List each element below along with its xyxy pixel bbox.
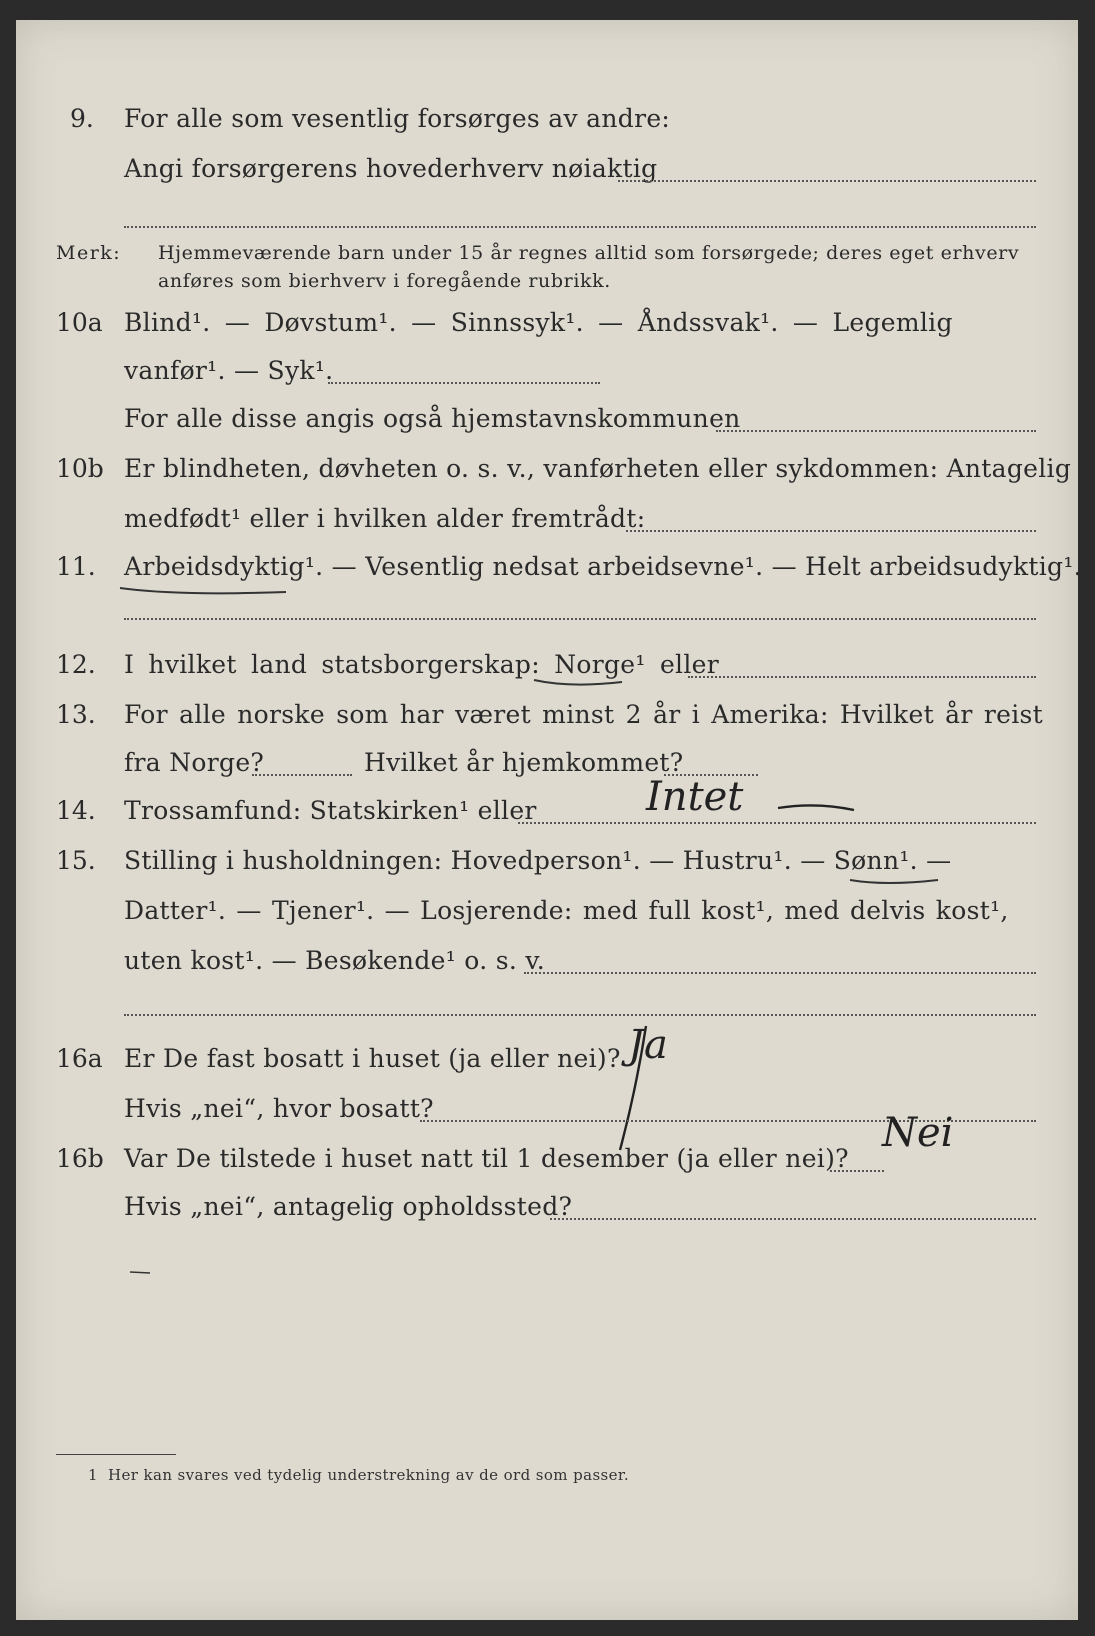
q10a-answer-line[interactable] <box>328 382 600 384</box>
q16b-line2: Hvis „nei“, antagelig opholdssted? <box>124 1192 573 1221</box>
footnote-rule <box>56 1454 176 1455</box>
q15-answer-line[interactable] <box>524 972 1036 974</box>
q9-answer-line-2[interactable] <box>124 226 1036 228</box>
item-number-12: 12. <box>56 650 96 679</box>
q10a-line1: Blind¹. — Døvstum¹. — Sinnssyk¹. — Åndssvak¹. — Legemlig <box>124 308 953 337</box>
q10a-line2: vanfør¹. — Syk¹. <box>124 356 334 385</box>
q15-handwritten-underline <box>846 872 946 892</box>
q9-line2: Angi forsørgerens hovederhverv nøiaktig <box>124 154 658 183</box>
q16b-answer-line[interactable] <box>830 1170 884 1172</box>
item-number-16a: 16a <box>56 1044 103 1073</box>
stray-pen-mark <box>128 1268 158 1278</box>
item-number-11: 11. <box>56 552 96 581</box>
q13-line1: For alle norske som har været minst 2 år i Amerika: Hvilket år reist <box>124 700 1044 729</box>
q16b-opholdssted-line[interactable] <box>550 1218 1036 1220</box>
census-form-page <box>16 20 1082 1620</box>
item-number-15: 15. <box>56 846 96 875</box>
q10a-hjemstavn-line[interactable] <box>716 430 1036 432</box>
item-number-13: 13. <box>56 700 96 729</box>
item-number-14: 14. <box>56 796 96 825</box>
merk-line1: Hjemmeværende barn under 15 år regnes alltid som forsørgede; deres eget erhverv <box>158 242 1020 264</box>
merk-label: Merk: <box>56 242 122 264</box>
q15-extra-line[interactable] <box>124 1014 1036 1016</box>
q12-handwritten-underline <box>530 674 630 694</box>
q15-line1: Stilling i husholdningen: Hovedperson¹. — Hustru¹. — Sønn¹. — <box>124 846 952 875</box>
q9-line1: For alle som vesentlig forsørges av andre: <box>124 104 671 133</box>
q14-handwritten-stroke <box>776 796 856 816</box>
q14-answer-line[interactable] <box>518 822 1036 824</box>
q16a-handwritten-answer: Ja <box>628 1022 668 1068</box>
q14-handwritten-answer: Intet <box>646 774 744 820</box>
q11-line1: Arbeidsdyktig¹. — Vesentlig nedsat arbeidsevne¹. — Helt arbeidsudyktig¹. <box>124 552 1082 581</box>
item-number-10a: 10a <box>56 308 103 337</box>
q16b-handwritten-answer: Nei <box>882 1110 954 1156</box>
q16a-handwritten-stroke <box>606 1020 656 1160</box>
q14-line1: Trossamfund: Statskirken¹ eller <box>124 796 537 825</box>
q9-answer-line[interactable] <box>618 180 1036 182</box>
q10b-answer-line[interactable] <box>626 530 1036 532</box>
q16b-line1: Var De tilstede i huset natt til 1 desember (ja eller nei)? <box>124 1144 849 1173</box>
q16a-line2: Hvis „nei“, hvor bosatt? <box>124 1094 434 1123</box>
q11-handwritten-underline <box>116 580 296 600</box>
q12-line1: I hvilket land statsborgerskap: Norge¹ eller <box>124 650 719 679</box>
q10b-line2: medfødt¹ eller i hvilken alder fremtrådt: <box>124 504 646 533</box>
footnote-marker: 1 <box>88 1466 98 1484</box>
q10b-line1: Er blindheten, døvheten o. s. v., vanførheten eller sykdommen: Antagelig <box>124 454 1072 483</box>
q15-line2: Datter¹. — Tjener¹. — Losjerende: med full kost¹, med delvis kost¹, <box>124 896 1009 925</box>
footnote-text: Her kan svares ved tydelig understrekning av de ord som passer. <box>108 1466 630 1484</box>
q12-answer-line[interactable] <box>688 676 1036 678</box>
item-number-16b: 16b <box>56 1144 104 1173</box>
q11-extra-line[interactable] <box>124 618 1036 620</box>
q13-line2b: Hvilket år hjemkommet? <box>364 748 684 777</box>
q10a-line3: For alle disse angis også hjemstavnskommunen <box>124 404 741 433</box>
q15-line3: uten kost¹. — Besøkende¹ o. s. v. <box>124 946 546 975</box>
q16a-line1: Er De fast bosatt i huset (ja eller nei)? <box>124 1044 621 1073</box>
q13-line2a: fra Norge? <box>124 748 265 777</box>
item-number-9: 9. <box>70 104 94 133</box>
merk-line2: anføres som bierhverv i foregående rubrikk. <box>158 270 611 292</box>
item-number-10b: 10b <box>56 454 104 483</box>
q13-year-left-line[interactable] <box>252 774 352 776</box>
